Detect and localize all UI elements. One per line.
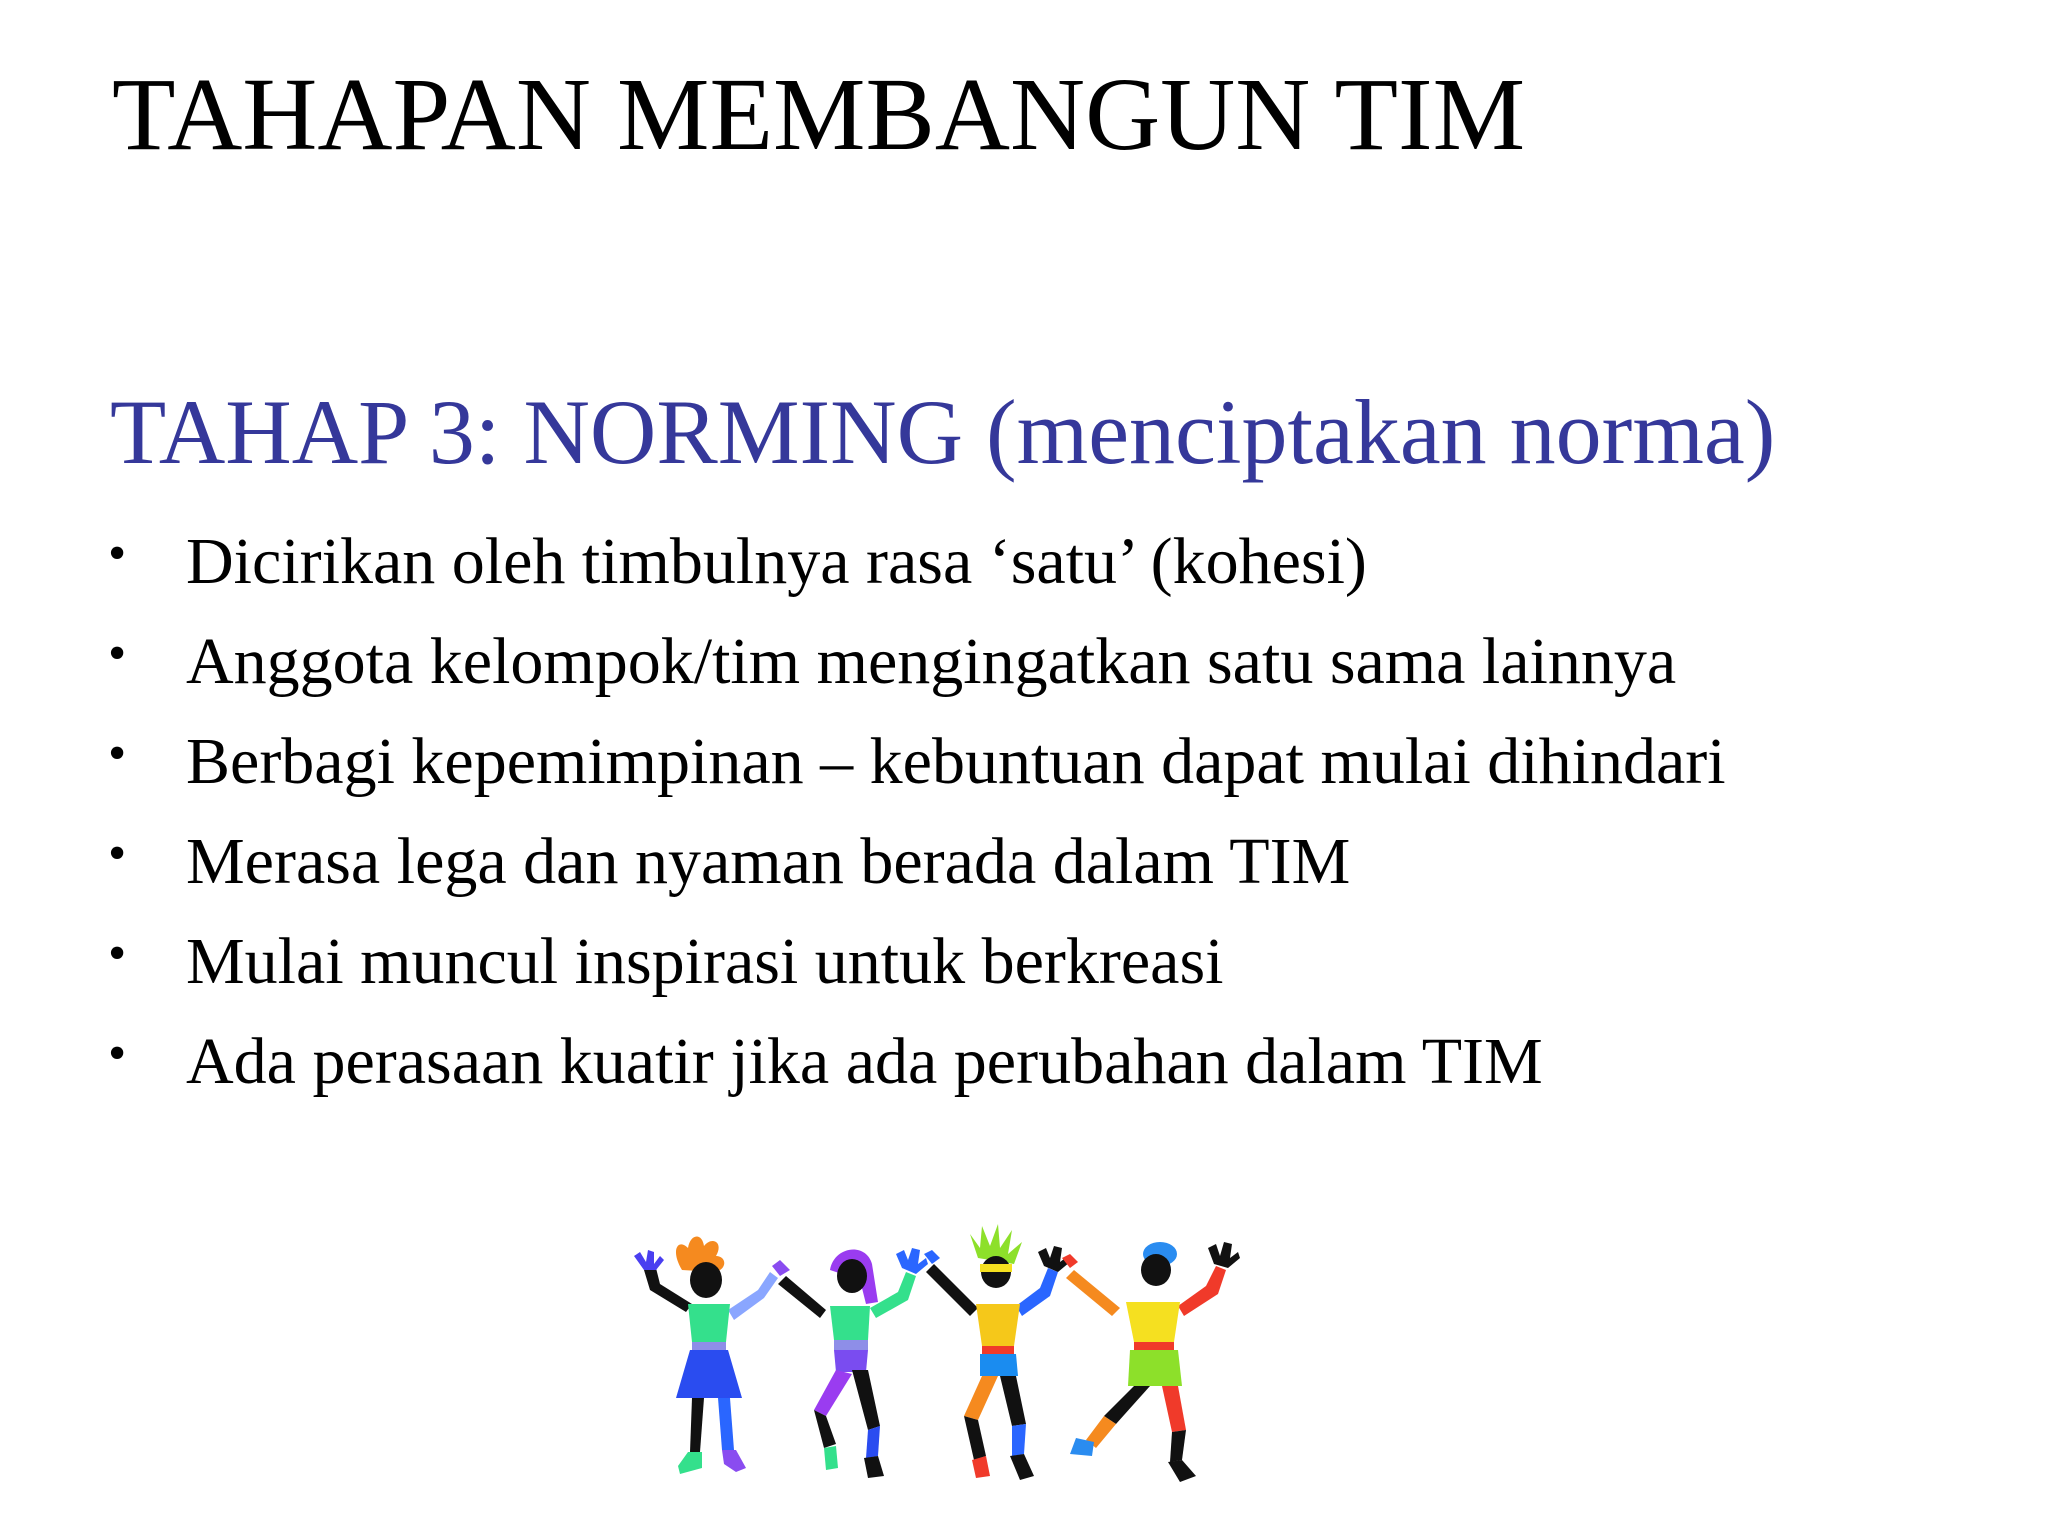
bullet-list	[108, 512, 1726, 1112]
list-item	[108, 712, 1726, 812]
list-item	[108, 912, 1726, 1012]
bullet-text: Anggota kelompok/tim mengingatkan satu sama lainnya	[186, 625, 1677, 698]
bullet-icon: •	[108, 825, 127, 882]
dancer-figure	[1062, 1242, 1240, 1482]
slide-title: TAHAPAN MEMBANGUN TIM	[112, 57, 1526, 172]
dancer-figure	[772, 1248, 928, 1478]
list-item	[108, 512, 1726, 612]
bullet-text: Berbagi kepemimpinan – kebuntuan dapat mulai dihindari	[186, 725, 1726, 798]
bullet-icon: •	[108, 525, 127, 582]
dancer-figure	[924, 1224, 1070, 1480]
list-item	[108, 1012, 1726, 1112]
dancer-figure	[634, 1236, 778, 1474]
bullet-text: Ada perasaan kuatir jika ada perubahan dalam TIM	[186, 1025, 1543, 1098]
bullet-text: Dicirikan oleh timbulnya rasa ‘satu’ (kohesi)	[186, 525, 1367, 598]
dancing-team-clipart	[630, 1220, 1290, 1510]
list-item	[108, 612, 1726, 712]
bullet-text: Mulai muncul inspirasi untuk berkreasi	[186, 925, 1224, 998]
bullet-icon: •	[108, 725, 127, 782]
bullet-text: Merasa lega dan nyaman berada dalam TIM	[186, 825, 1351, 898]
section-subtitle: TAHAP 3: NORMING (menciptakan norma)	[110, 381, 1776, 483]
list-item	[108, 812, 1726, 912]
bullet-icon: •	[108, 1025, 127, 1082]
bullet-icon: •	[108, 625, 127, 682]
bullet-icon: •	[108, 925, 127, 982]
